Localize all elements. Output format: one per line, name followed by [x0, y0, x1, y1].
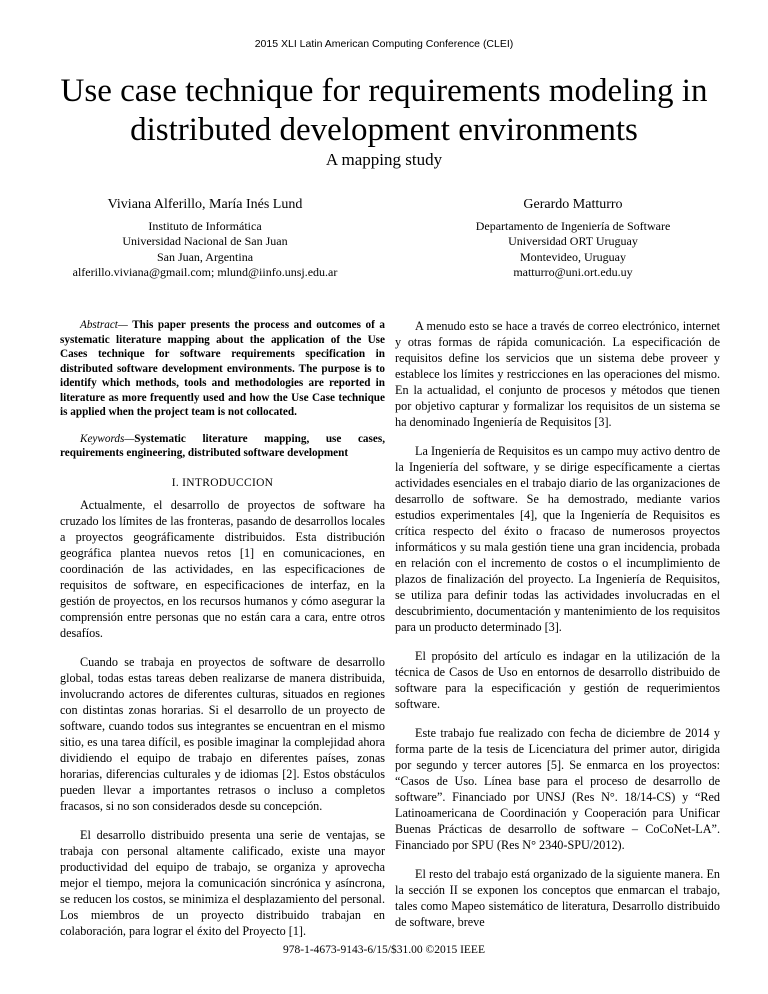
author-name: Gerardo Matturro [523, 197, 623, 212]
paragraph: El propósito del artículo es indagar en la utilización de la técnica de Casos de Uso en entornos de desarrollo distribuido de software para la especificación y gestión de requerimientos software. [395, 649, 720, 711]
abstract-text: This paper presents the process and outcomes of a systematic literature mapping about the application of the Use Cases technique for software requirements specification in distributed software development environments. The purpose is to identify which methods, tools and methodologies are reported in literature as more frequently used and how the Use Case technique is applied when the project team is not collocated. [60, 319, 385, 418]
keywords [60, 432, 385, 461]
right-column [395, 318, 720, 943]
paper-subtitle: A mapping study [325, 150, 443, 169]
abstract [60, 318, 385, 420]
section-heading: I. INTRODUCCION [171, 476, 274, 489]
paragraph: El desarrollo distribuido presenta una serie de ventajas, se trabaja con personal altamente calificado, existe una mayor productividad del equipo de trabajo, se organiza y aprovecha mejor el tiempo, mejora la comunicación sincrónica y asíncrona, se reducen los costos, se minimiza el desplazamiento del personal. Los miembros de un proyecto distribuido trabajan en colaboración, para lograr el éxito del Proyecto [1]. [60, 827, 385, 938]
author-email: alferillo.viviana@gmail.com; mlund@iinfo.unsj.edu.ar [72, 265, 338, 279]
author-affiliation: Universidad Nacional de San Juan [122, 234, 288, 248]
author-location: San Juan, Argentina [156, 249, 254, 264]
paragraph: Actualmente, el desarrollo de proyectos de software ha cruzado los límites de las fronteras, pasando de desarrollos locales a proyectos geográficamente distribuidos. Esta distribución geográfica plantea nuevos retos [1] en comunicaciones, en coordinación de las actividades, en las especificaciones de requisitos de software, en especificaciones de interfaz, en la gestión de proyectos, en los recursos humanos y cómo asegurar la comprensión entre personas que no están cara a cara, entre otros desafíos. [60, 497, 385, 640]
author-affiliation: Instituto de Informática [148, 218, 262, 233]
paragraph: El resto del trabajo está organizado de la siguiente manera. En la sección II se exponen los conceptos que enmarcan el trabajo, tales como Mapeo sistemático de literatura, Desarrollo distribuido de software, breve [395, 867, 720, 929]
paragraph: Este trabajo fue realizado con fecha de diciembre de 2014 y forma parte de la tesis de Licenciatura del primer autor, dirigida por segundo y tercer autores [5]. Se enmarca en los proyectos: “Casos de Uso. Línea base para el proceso de desarrollo de software”. Financiado por UNSJ (Res N°. 18/14-CS) y “Red Latinoamericana de Coordinación y Cooperación para Unificar Buenas Prácticas de desarrollo de software – CoCoNet-LA”. Financiado por SPU (Res N° 2340-SPU/2012). [395, 726, 720, 852]
paper-title: Use case technique for requirements modeling in distributed development environments [60, 73, 708, 148]
paragraph: A menudo esto se hace a través de correo electrónico, internet y otras formas de rápida comunicación. La especificación de requisitos define los servicios que un sistema debe proveer y establece los límites y restricciones en las operaciones del mismo. En la actualidad, el conjunto de procesos y métodos que tienen por objetivo capturar y formalizar los requisitos de un sistema se ha denominado Ingeniería de Requisitos [3]. [395, 319, 720, 429]
author-block-1 [40, 197, 370, 281]
author-name: Viviana Alferillo, María Inés Lund [107, 197, 303, 212]
abstract-label: Abstract— [80, 319, 128, 331]
paragraph: La Ingeniería de Requisitos es un campo muy activo dentro de la Ingeniería del software, y se dirige específicamente a ciertas actividades esenciales en el trabajo diario de las organizaciones de desarrollo de software. Se ha demostrado, mediante varios estudios experimentales [4], que la Ingeniería de Requisitos es crítica respecto del éxito o fracaso de numerosos proyectos informáticos y su mala gestión tiene una gran incidencia, probada en relación con el incremento de costos o el incumplimiento de plazos de finalización del proyecto. La Ingeniería de Requisitos, se utiliza para definir todas las actividades involucradas en el descubrimiento, documentación y mantenimiento de los requisitos para un producto determinado [3]. [395, 444, 720, 634]
left-column [60, 318, 385, 952]
keywords-text: Systematic literature mapping, use cases, requirements engineering, distributed software development [60, 432, 385, 459]
paragraph: Cuando se trabaja en proyectos de software de desarrollo global, todas estas tareas deben realizarse de manera distribuida, involucrando actores de diferentes culturas, situados en regiones con distintas zonas horarias. Si el desarrollo de un proyecto de software, cuando todos sus integrantes se encuentran en el mismo sitio, es una tarea difícil, es posible imaginar la complejidad ahora dividiendo el equipo de trabajo en diferentes países, zonas horarias, diferencias culturales y de idiomas [2]. Estos obstáculos pueden llevar a importantes retrasos o incluso a completos fracasos, si no son considerados desde su concepción. [60, 654, 385, 813]
keywords-label: Keywords— [80, 432, 135, 445]
copyright-footer: 978-1-4673-9143-6/15/$31.00 ©2015 IEEE [283, 944, 485, 956]
author-email: matturro@uni.ort.edu.uy [513, 265, 633, 279]
author-block-2 [408, 197, 738, 281]
author-location: Montevideo, Uruguay [520, 249, 626, 264]
author-affiliation: Departamento de Ingeniería de Software [475, 218, 671, 233]
author-affiliation: Universidad ORT Uruguay [508, 234, 638, 248]
conference-header: 2015 XLI Latin American Computing Conference (CLEI) [254, 38, 514, 50]
